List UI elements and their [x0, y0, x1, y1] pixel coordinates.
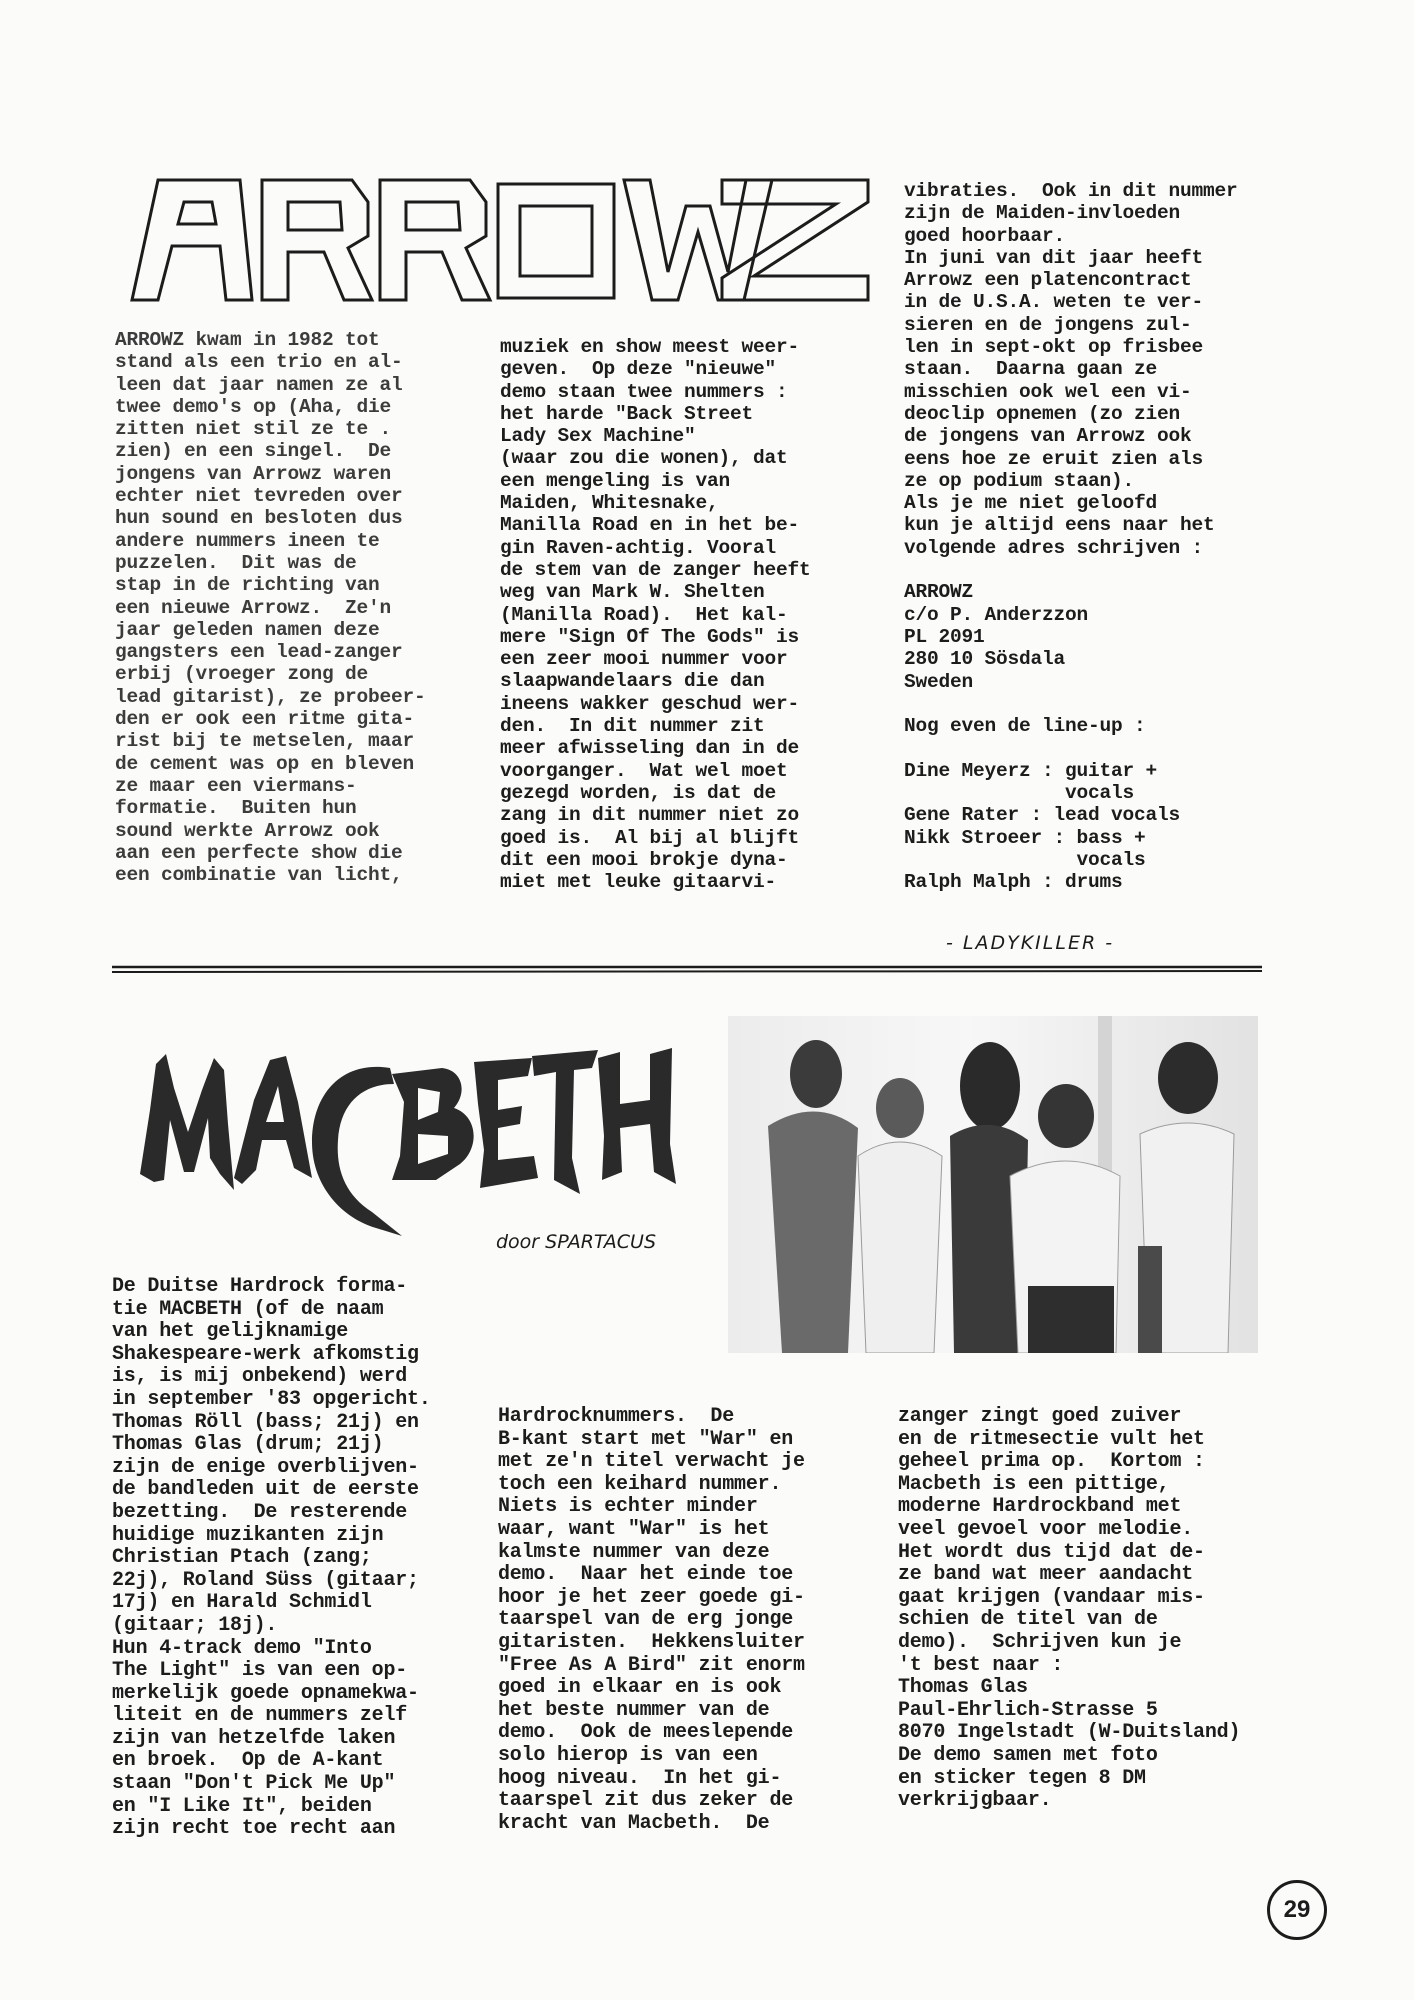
- page-number: 29: [1267, 1880, 1327, 1940]
- arrowz-column-1: ARROWZ kwam in 1982 tot stand als een trio en al- leen dat jaar namen ze al twee demo's op (Aha, die zitten niet stil ze te . zien) en een singel. De jongens van Arrowz waren echter niet tevreden over hun sound en besloten dus andere nummers ineen te puzzelen. Dit was de stap in de richting van een nieuwe Arrowz. Ze'n jaar geleden namen deze gangsters een lead-zanger erbij (vroeger zong de lead gitarist), ze probeer- den er ook een ritme gita- rist bij te metselen, maar de cement was op en bleven ze maar een viermans- formatie. Buiten hun sound werkte Arrowz ook aan een perfecte show die een combinatie van licht,: [115, 329, 426, 887]
- macbeth-column-3: zanger zingt goed zuiver en de ritmesectie vult het geheel prima op. Kortom : Macbeth is een pittige, moderne Hardrockband met veel gevoel voor melodie. Het wordt dus tijd dat de- ze band wat meer aandacht gaat krijgen (vandaar mis- schien de titel van de demo). Schrijven kun je 't best naar : Thomas Glas Paul-Ehrlich-Strasse 5 8070 Ingelstadt (W-Duitsland) De demo samen met foto en sticker tegen 8 DM verkrijgbaar.: [898, 1405, 1241, 1813]
- author-signature: - LADYKILLER -: [946, 932, 1115, 954]
- band-photo: [728, 1016, 1258, 1353]
- arrowz-column-2: muziek en show meest weer- geven. Op deze "nieuwe" demo staan twee nummers : het harde "Back Street Lady Sex Machine" (waar zou die wonen), dat een mengeling is van Maiden, Whitesnake, Manilla Road en in het be- gin Raven-achtig. Vooral de stem van de zanger heeft weg van Mark W. Shelten (Manilla Road). Het kal- mere "Sign Of The Gods" is een zeer mooi nummer voor slaapwandelaars die dan ineens wakker geschud wer- den. In dit nummer zit meer afwisseling dan in de voorganger. Wat wel moet gezegd worden, is dat de zang in dit nummer niet zo goed is. Al bij al blijft dit een mooi brokje dyna- miet met leuke gitaarvi-: [500, 336, 811, 894]
- arrowz-logo: [128, 176, 872, 304]
- macbeth-logo: [136, 1040, 692, 1238]
- arrowz-column-3: vibraties. Ook in dit nummer zijn de Maiden-invloeden goed hoorbaar. In juni van dit jaar heeft Arrowz een platencontract in de U.S.A. weten te ver- sieren en de jongens zul- len in sept-okt op frisbee staan. Daarna gaan ze misschien ook wel een vi- deoclip opnemen (zo zien de jongens van Arrowz ook eens hoe ze eruit zien als ze op podium staan). Als je me niet geloofd kun je altijd eens naar het volgende adres schrijven : ARROWZ c/o P. Anderzzon PL 2091 280 10 Sösdala Sweden Nog even de line-up : Dine Meyerz : guitar + vocals Gene Rater : lead vocals Nikk Stroeer : bass + vocals Ralph Malph : drums: [904, 180, 1238, 894]
- macbeth-column-2: Hardrocknummers. De B-kant start met "War" en met ze'n titel verwacht je toch een keihard nummer. Niets is echter minder waar, want "War" is het kalmste nummer van deze demo. Naar het einde toe hoor je het zeer goede gi- taarspel van de erg jonge gitaristen. Hekkensluiter "Free As A Bird" zit enorm goed in elkaar en is ook het beste nummer van de demo. Ook de meeslepende solo hierop is van een hoog niveau. In het gi- taarspel zit dus zeker de kracht van Macbeth. De: [498, 1405, 805, 1835]
- macbeth-column-1: De Duitse Hardrock forma- tie MACBETH (of de naam van het gelijknamige Shakespeare-werk afkomstig is, is mij onbekend) werd in september '83 opgericht. Thomas Röll (bass; 21j) en Thomas Glas (drum; 21j) zijn de enige overblijven- de bandleden uit de eerste bezetting. De resterende huidige muzikanten zijn Christian Ptach (zang; 22j), Roland Süss (gitaar; 17j) en Harald Schmidl (gitaar; 18j). Hun 4-track demo "Into The Light" is van een op- merkelijk goede opnamekwa- liteit en de nummers zelf zijn van hetzelfde laken en broek. Op de A-kant staan "Don't Pick Me Up" en "I Like It", beiden zijn recht toe recht aan: [112, 1275, 431, 1841]
- section-divider: [112, 965, 1262, 974]
- author-byline: door SPARTACUS: [496, 1231, 657, 1253]
